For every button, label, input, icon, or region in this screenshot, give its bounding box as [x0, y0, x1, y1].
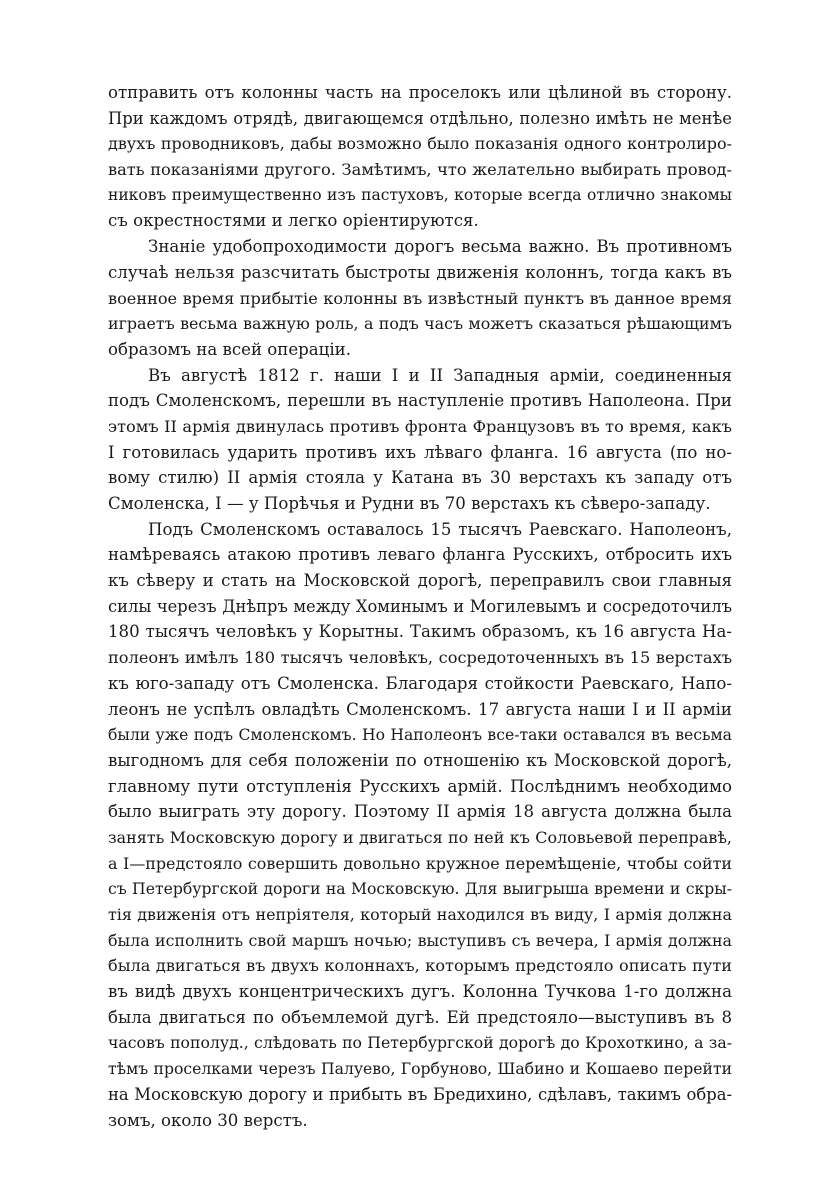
text-line: къ сѣверу и стать на Московской дорогѣ, переправилъ свои главныя	[108, 571, 732, 591]
text-line: вому стилю) II армія стояла у Катана въ 30 верстахъ къ западу отъ	[108, 468, 732, 488]
text-line: зомъ, около 30 верстъ.	[108, 1110, 308, 1130]
text-line: леонъ не успѣлъ овладѣть Смоленскомъ. 17 августа наши I и II арміи	[108, 699, 732, 719]
text-line: полеонъ имѣлъ 180 тысячъ человѣкъ, сосредоточенныхъ въ 15 верстахъ	[108, 648, 732, 668]
text-line: образомъ на всей операціи.	[108, 339, 351, 359]
text-line: были уже подъ Смоленскомъ. Но Наполеонъ все-таки оставался въ весьма	[108, 725, 732, 745]
text-line: I готовилась ударить противъ ихъ лѣваго фланга. 16 августа (по но-	[108, 442, 732, 462]
paragraph	[108, 80, 732, 234]
text-line: съ Петербургской дороги на Московскую. Для выигрыша времени и скры-	[108, 879, 732, 899]
text-line: случаѣ нельзя разсчитать быстроты движенія колоннъ, тогда какъ въ	[108, 262, 732, 282]
body-text	[108, 80, 732, 1133]
text-line: часовъ пополуд., слѣдовать по Петербургской дорогѣ до Крохоткино, а за-	[108, 1033, 732, 1053]
text-line: этомъ II армія двинулась противъ фронта Французовъ въ то время, какъ	[108, 416, 732, 436]
text-line: была двигаться въ двухъ колоннахъ, которымъ предстояло описать пути	[108, 956, 732, 976]
text-line: къ юго-западу отъ Смоленска. Благодаря стойкости Раевскаго, Напо-	[108, 673, 732, 693]
text-line: отправить отъ колонны часть на проселокъ или цѣлиной въ сторону.	[108, 83, 732, 102]
text-line: тѣмъ проселками черезъ Палуево, Горбуново, Шабино и Кошаево перейти	[108, 1059, 732, 1079]
text-line: занять Московскую дорогу и двигаться по ней къ Соловьевой переправѣ,	[108, 827, 732, 847]
text-line: двухъ проводниковъ, дабы возможно было показанія одного контролиро-	[108, 134, 732, 154]
paragraph	[108, 234, 732, 362]
text-line: съ окрестностями и легко оріентируются.	[108, 211, 479, 231]
text-line: Смоленска, I — у Порѣчья и Рудни въ 70 верстахъ къ сѣверо-западу.	[108, 494, 711, 513]
text-line: на Московскую дорогу и прибыть въ Бредихино, сдѣлавъ, такимъ обра-	[108, 1084, 732, 1104]
text-line: военное время прибытіе колонны въ извѣстный пунктъ въ данное время	[108, 288, 732, 308]
text-line: 180 тысячъ человѣкъ у Корытны. Такимъ образомъ, къ 16 августа На-	[108, 622, 732, 642]
text-line: подъ Смоленскомъ, перешли въ наступленіе противъ Наполеона. При	[108, 391, 732, 411]
text-line: было выиграть эту дорогу. Поэтому II армія 18 августа должна была	[108, 802, 732, 822]
text-line: Въ августѣ 1812 г. наши I и II Западныя арміи, соединенныя	[148, 365, 732, 385]
text-line: тія движенія отъ непріятеля, который находился въ виду, I армія должна	[108, 905, 732, 924]
text-line: выгодномъ для себя положеніи по отношенію къ Московской дорогѣ,	[108, 750, 732, 770]
text-line: Подъ Смоленскомъ оставалось 15 тысячъ Раевскаго. Наполеонъ,	[148, 519, 732, 539]
text-line: играетъ весьма важную роль, а подъ часъ можетъ сказаться рѣшающимъ	[108, 314, 732, 334]
text-line: въ видѣ двухъ концентрическихъ дугъ. Колонна Тучкова 1-го должна	[108, 982, 732, 1002]
paragraph	[108, 363, 732, 517]
text-line: была исполнить свой маршъ ночью; выступивъ съ вечера, I армія должна	[108, 930, 732, 950]
text-line: вать показаніями другого. Замѣтимъ, что желательно выбирать провод-	[108, 160, 732, 180]
text-line: была двигаться по объемлемой дугѣ. Ей предстояло—выступивъ въ 8	[108, 1007, 732, 1027]
text-line: никовъ преимущественно изъ пастуховъ, которые всегда отлично знакомы	[108, 185, 732, 204]
text-line: а I—предстояло совершить довольно кружное перемѣщеніе, чтобы сойти	[108, 853, 732, 873]
text-line: силы черезъ Днѣпръ между Хоминымъ и Могилевымъ и сосредоточилъ	[108, 596, 732, 616]
text-line: главному пути отступленія Русскихъ армій. Послѣднимъ необходимо	[108, 776, 732, 796]
text-line: Знаніе удобопроходимости дорогъ весьма важно. Въ противномъ	[148, 237, 732, 257]
text-line: намѣреваясь атакою противъ леваго фланга Русскихъ, отбросить ихъ	[108, 545, 732, 565]
paragraph	[108, 517, 732, 1134]
text-line: При каждомъ отрядѣ, двигающемся отдѣльно, полезно имѣть не менѣе	[108, 108, 732, 128]
